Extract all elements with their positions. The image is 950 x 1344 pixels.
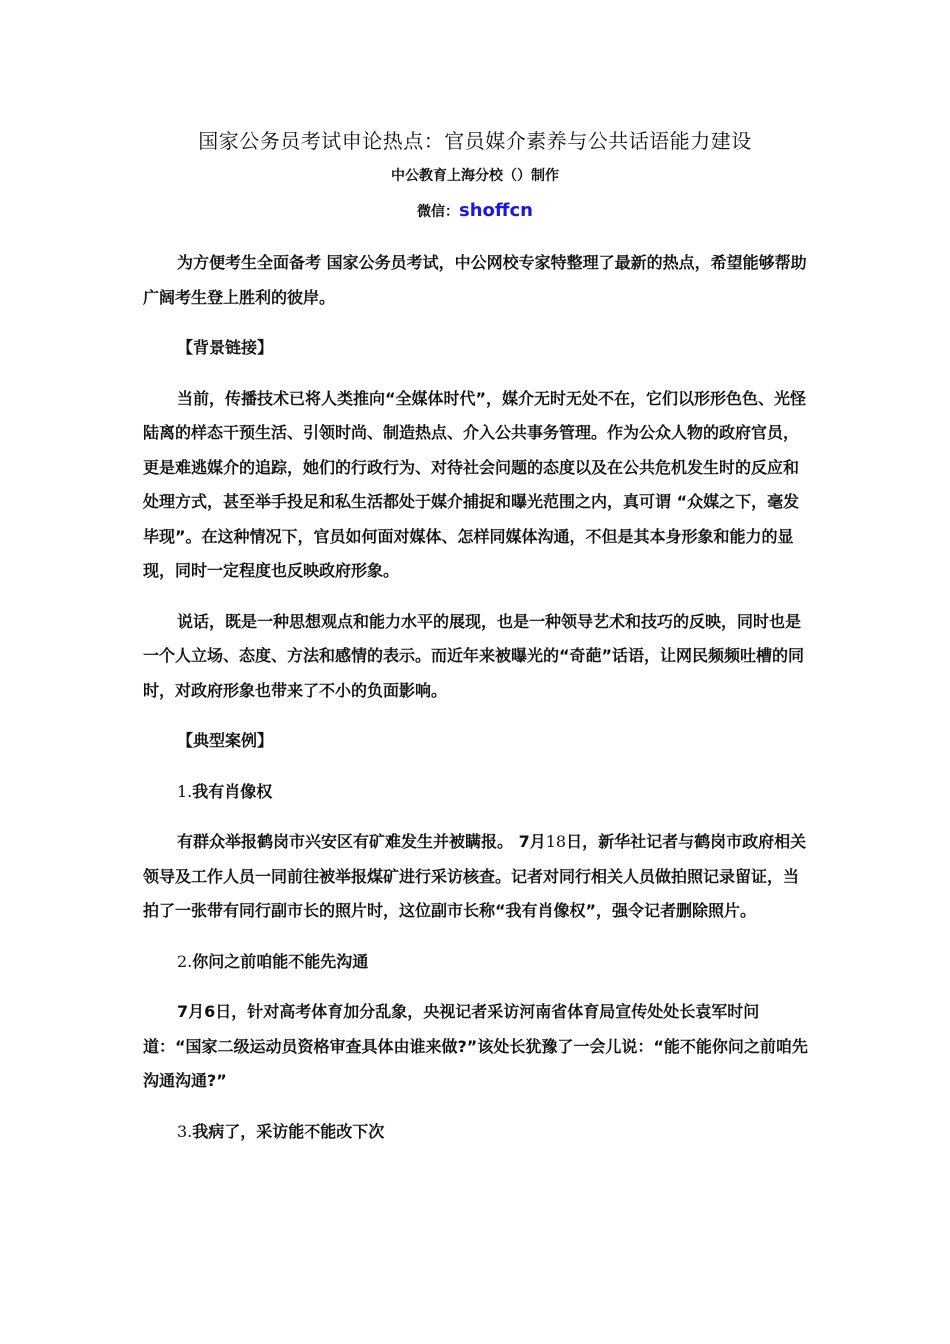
case-2-number: 2.: [177, 951, 193, 971]
background-paragraph-1: 当前，传播技术已将人类推向“全媒体时代”，媒介无时无处不在，它们以形形色色、光怪陆离的样态干预生活、引领时尚、制造热点、介入公共事务管理。作为公众人物的政府官员，更是难逃媒介的追踪，她们的行政行为、对待社会问题的态度以及在公共危机发生时的反应和处理方式，甚至举手投足和私生活都处于媒介捕捉和曝光范围之内，真可谓 “众媒之下，毫发毕现”。在这种情况下，官员如何面对媒体、怎样同媒体沟通，不但是其本身形象和能力的显现，同时一定程度也反映政府形象。: [143, 388, 807, 580]
case-1-text-start: 有群众举报鹤岗市兴安区有矿难发生并被瞒报。 7月: [177, 832, 546, 851]
background-heading: 【背景链接】: [177, 338, 274, 357]
case-2-paragraph: 7月6日，针对高考体育加分乱象，央视记者采访河南省体育局宣传处处长袁军时问道：“国家二级运动员资格审查具体由谁来做?”该处长犹豫了一会儿说：“能不能你问之前咱先沟通沟通?”: [143, 1002, 808, 1090]
wechat-label: 微信：: [417, 204, 460, 220]
document-body: [143, 246, 809, 1149]
wechat-line: [0, 200, 950, 221]
case-2-heading: [143, 945, 809, 980]
case-1-heading: [143, 775, 809, 810]
document-subtitle: 中公教育上海分校（）制作: [391, 168, 559, 184]
case-1-text-rest: 日，新华社记者与鹤岗市政府相关领导及工作人员一同前往被举报煤矿进行采访核查。记者对同行相关人员做拍照记录留证，当拍了一张带有同行副市长的照片时，这位副市长称“我有肖像权”，强令记者删除照片。: [143, 832, 807, 920]
case-2-title: 你问之前咱能不能先沟通: [192, 951, 369, 971]
background-paragraph-2: 说话，既是一种思想观点和能力水平的展现，也是一种领导艺术和技巧的反映，同时也是一个人立场、态度、方法和感情的表示。而近年来被曝光的“奇葩”话语，让网民频频吐槽的同时，对政府形象也带来了不小的负面影响。: [143, 611, 805, 700]
document-title: 国家公务员考试申论热点：官员媒介素养与公共话语能力建设: [198, 129, 752, 153]
case-1-day: 18: [545, 832, 567, 851]
case-3-heading: [143, 1115, 809, 1150]
case-1-title: 我有肖像权: [192, 781, 273, 801]
case-3-number: 3.: [177, 1121, 193, 1141]
case-3-title: 我病了，采访能不能改下次: [192, 1121, 385, 1141]
intro-paragraph: 为方便考生全面备考 国家公务员考试，中公网校专家特整理了最新的热点，希望能够帮助广阔考生登上胜利的彼岸。: [143, 253, 807, 307]
wechat-handle: shoffcn: [459, 200, 533, 221]
case-1-paragraph: [143, 825, 809, 929]
cases-heading: 【典型案例】: [177, 731, 274, 750]
case-1-number: 1.: [177, 781, 193, 801]
